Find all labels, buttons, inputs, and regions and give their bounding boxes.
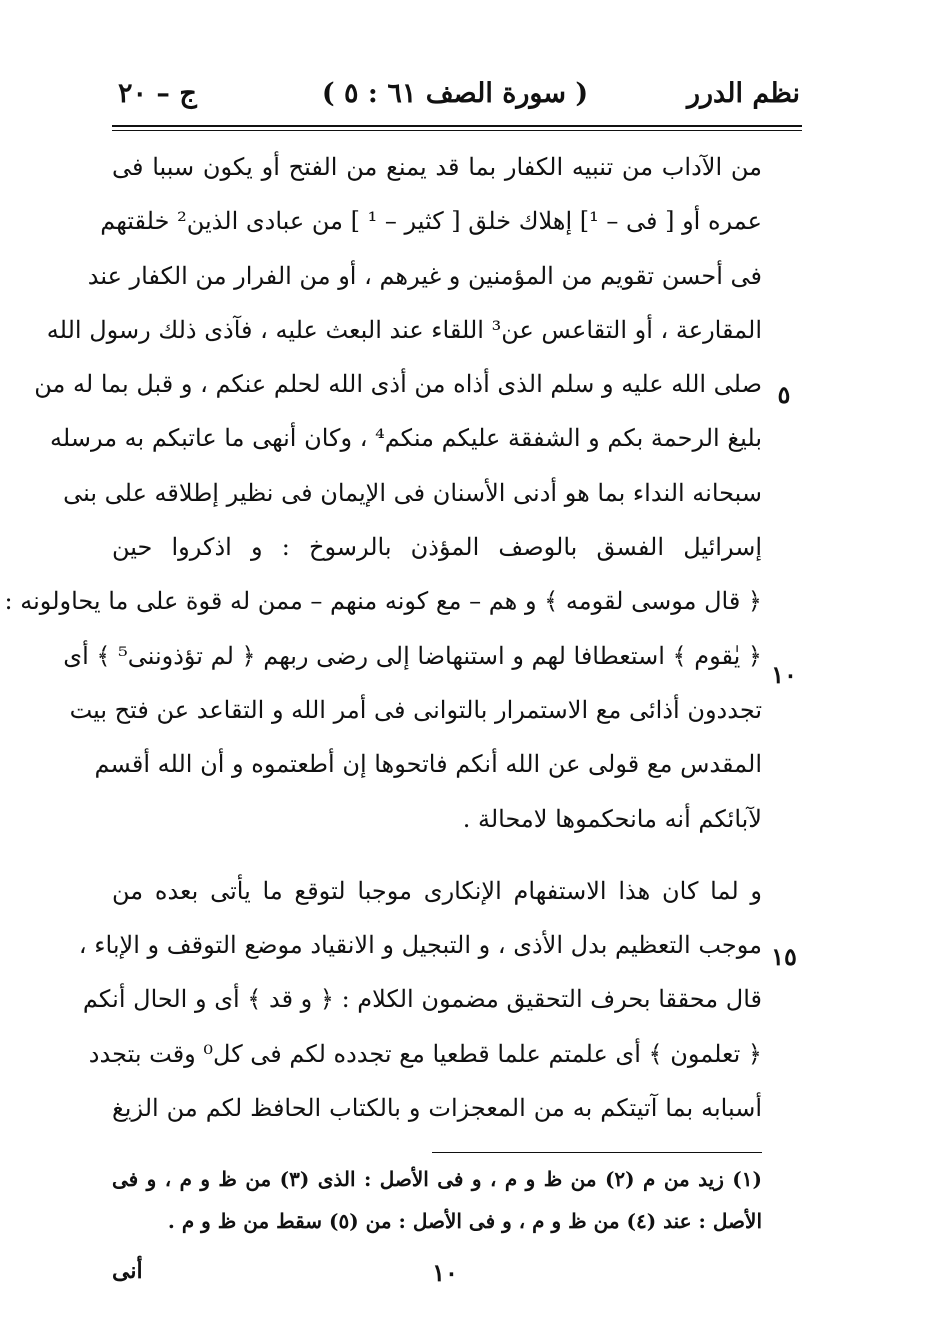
text-line: بليغ الرحمة بكم و الشفقة عليكم منكم⁴ ، وكان أنهى ما عاتبكم به مرسله	[50, 424, 762, 453]
footnote-rule	[432, 1152, 762, 1153]
running-header	[110, 78, 800, 118]
paragraph-gap	[112, 846, 762, 864]
text-line: أسبابه بما آتيتكم به من المعجزات و بالكتاب الحافظ لكم من الزيغ	[112, 1094, 762, 1123]
catchword: أنى	[112, 1258, 143, 1284]
text-line: موجب التعظيم بدل الأذى ، و التبجيل و الانقياد موضع التوقف و الإباء ،	[78, 931, 762, 960]
footnote-line: الأصل : عند (٤) من ظ و م ، و فى الأصل : من (٥) سقط من ظ و م .	[167, 1209, 762, 1233]
footnote-line: (١) زيد من م (٢) من ظ و م ، و فى الأصل : الذى (٣) من ظ و م ، و فى	[112, 1167, 762, 1191]
text-line: ﴿ قال موسى لقومه ﴾ و هم – مع كونه منهم – ممن له قوة على ما يحاولونه :	[4, 587, 762, 616]
text-line: المقارعة ، أو التقاعس عن³ اللقاء عند البعث عليه ، فآذى ذلك رسول الله	[46, 315, 762, 344]
text-line: تجددون أذائى مع الاستمرار بالتوانى فى أمر الله و التقاعد عن فتح بيت	[69, 695, 762, 724]
line-number-5: ٥	[777, 380, 791, 409]
footnotes	[112, 1158, 762, 1242]
text-line: قال محققا بحرف التحقيق مضمون الكلام : ﴿ و قد ﴾ أى و الحال أنكم	[82, 985, 762, 1014]
page-number: ١٠	[432, 1258, 458, 1287]
text-line: المقدس مع قولى عن الله أنكم فاتحوها إن أطعتموه و أن الله أقسم	[94, 750, 762, 779]
text-line: من الآداب من تنبيه الكفار بما قد يمنع من الفتح أو يكون سببا فى	[112, 153, 762, 181]
text-line: سبحانه النداء بما هو أدنى الأسنان فى الإيمان فى نظير إطلاقه على بنى	[63, 478, 762, 507]
text-line: ﴿ تعلمون ﴾ أى علمتم علما قطعيا مع تجدده لكم فى كل⁰ وقت بتجدد	[88, 1039, 762, 1068]
line-number-10: ١٠	[771, 660, 797, 689]
header-rule	[112, 125, 802, 131]
text-line: عمره أو [ فى – ¹] إهلاك خلق [ كثير – ¹ ] من عبادى الذين² خلقتهم	[100, 207, 762, 236]
surah-reference: ( سورة الصف ٦١ : ٥ )	[321, 78, 589, 109]
text-line: صلى الله عليه و سلم الذى أذاه من أذى الله لحلم عنكم ، و قبل بما له من	[34, 370, 762, 399]
text-line: و لما كان هذا الاستفهام الإنكارى موجبا لتوقع ما يأتى بعده من	[112, 876, 762, 905]
text-line: فى أحسن تقويم من المؤمنين و غيرهم ، أو من الفرار من الكفار عند	[87, 261, 762, 290]
book-title: نظم الدرر	[686, 78, 800, 109]
line-number-15: ١٥	[771, 942, 797, 971]
text-line: لآبائكم أنه مانحكموها لامحالة .	[462, 804, 762, 833]
text-line: إسرائيل الفسق بالوصف المؤذن بالرسوخ : و اذكروا حين	[112, 533, 762, 562]
text-line: ﴿ يٰقوم ﴾ استعطافا لهم و استنهاضا إلى رضى ربهم ﴿ لم تؤذوننى⁵ ﴾ أى	[63, 641, 762, 670]
volume-label: ج – ٢٠	[118, 78, 197, 109]
main-text	[4, 140, 762, 1135]
